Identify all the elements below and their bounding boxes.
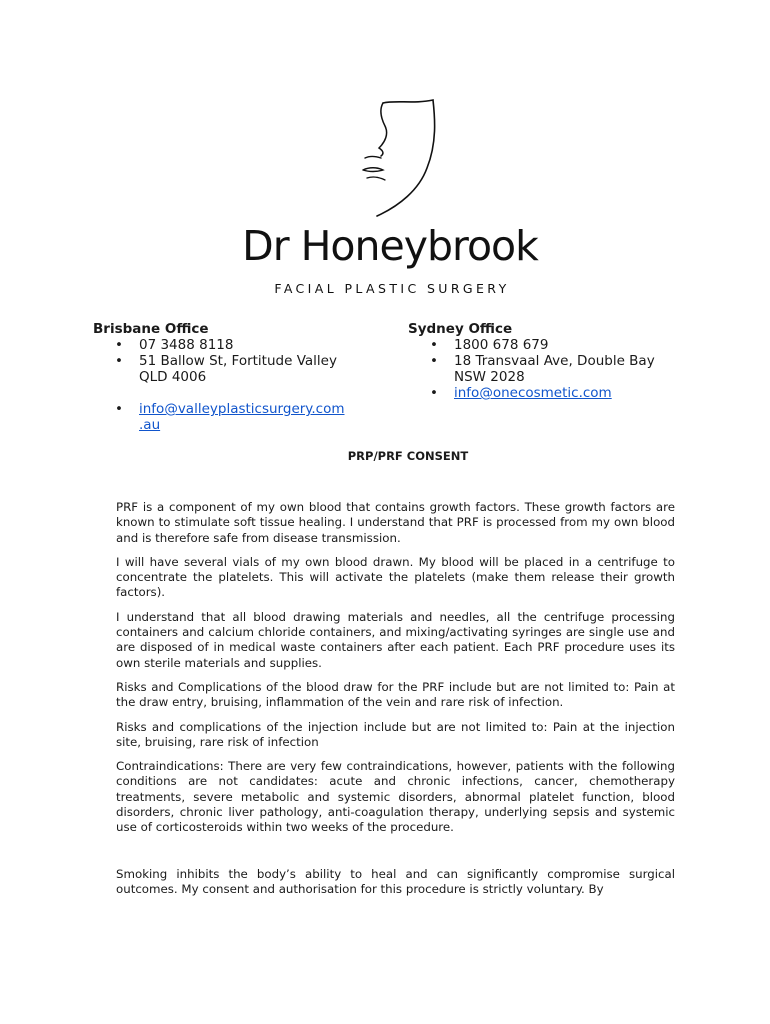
email-link[interactable]: info@onecosmetic.com (454, 385, 612, 401)
office-address (408, 353, 688, 385)
office-email (93, 401, 373, 433)
office-title: Brisbane Office (93, 321, 209, 337)
office-title: Sydney Office (408, 321, 513, 337)
email-link[interactable] (139, 401, 345, 433)
email-line-2: .au (139, 417, 161, 433)
address-line-1: 51 Ballow St, Fortitude Valley (139, 353, 337, 369)
paragraph: I will have several vials of my own blood drawn. My blood will be placed in a centrifuge to concentrate the platelets. This will activate the platelets (make them release their growth factors). (116, 554, 675, 600)
face-outline-icon (355, 98, 445, 218)
paragraph: PRF is a component of my own blood that contains growth factors. These growth factors are known to stimulate soft tissue healing. I understand that PRF is processed from my own blood and is therefore safe from disease transmission. (116, 500, 675, 545)
address-line-2: NSW 2028 (454, 369, 525, 385)
paragraph: Risks and Complications of the blood draw for the PRF include but are not limited to: Pain at the draw entry, bruising, inflammation of the vein and rare risk of infection. (116, 679, 675, 710)
bullet-icon: • (430, 385, 438, 401)
email-line-1: info@valleyplasticsurgery.com (139, 401, 345, 417)
address-line-2: QLD 4006 (139, 369, 207, 385)
bullet-icon: • (115, 353, 123, 369)
paragraph: Risks and complications of the injection include but are not limited to: Pain at the injection site, bruising, rare risk of infection (116, 719, 675, 749)
phone-number: 07 3488 8118 (139, 337, 234, 353)
office-details (408, 337, 688, 401)
paragraph: Smoking inhibits the body’s ability to heal and can significantly compromise surgical outcomes. My consent and authorisation for this procedure is strictly voluntary. By (116, 866, 675, 896)
phone-number: 1800 678 679 (454, 337, 549, 353)
bullet-icon: • (115, 401, 123, 417)
bullet-icon: • (430, 353, 438, 369)
office-phone (408, 337, 688, 353)
brand-name: Dr Honeybrook (242, 222, 538, 270)
office-address (93, 353, 373, 385)
office-phone (93, 337, 373, 353)
office-details (93, 337, 373, 433)
document-heading: PRP/PRF CONSENT (347, 449, 469, 463)
paragraph: I understand that all blood drawing materials and needles, all the centrifuge processing containers and calcium chloride containers, and mixing/activating syringes are single use and are disposed of in medical waste containers after each patient. Each PRF procedure uses its own sterile materials and supplies. (116, 609, 675, 670)
paragraph: Contraindications: There are very few contraindications, however, patients with the following conditions are not candidates: acute and chronic infections, cancer, chemotherapy treatments, severe metabolic and systemic disorders, abnormal platelet function, blood disorders, chronic liver pathology, anti-coagulation therapy, underlying sepsis and systemic use of corticosteroids within two weeks of the procedure. (116, 759, 675, 835)
bullet-icon: • (115, 337, 123, 353)
bullet-icon: • (430, 337, 438, 353)
sydney-office (408, 321, 688, 401)
office-email (408, 385, 688, 401)
consent-body (116, 500, 675, 906)
address-line-1: 18 Transvaal Ave, Double Bay (454, 353, 655, 369)
brand-tagline: FACIAL PLASTIC SURGERY (274, 281, 510, 296)
brisbane-office (93, 321, 373, 433)
